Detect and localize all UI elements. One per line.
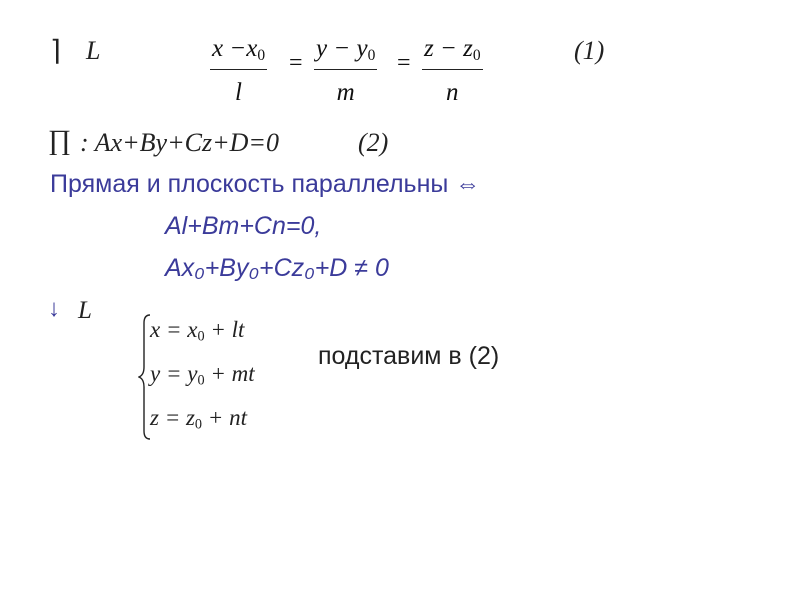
system-row-2-lhs: y = y xyxy=(150,361,198,386)
system-row-2 xyxy=(150,361,255,390)
system-row-3 xyxy=(150,405,247,434)
system-row-2-rhs: + mt xyxy=(204,361,255,386)
equals-sign-2: = xyxy=(397,50,411,76)
parametric-system xyxy=(138,313,298,441)
equation-label-2: (2) xyxy=(358,128,389,157)
system-row-3-sub: 0 xyxy=(194,416,203,433)
equation-label-1: (1) xyxy=(574,36,605,65)
fraction-x-subscript: 0 xyxy=(257,46,266,64)
system-row-1-sub: 0 xyxy=(197,328,205,345)
fraction-y-subscript: 0 xyxy=(367,46,376,64)
system-row-1-lhs: x = x xyxy=(150,317,198,342)
system-row-3-lhs: z = z xyxy=(150,405,195,430)
condition-1: Al+Bm+Cn=0, xyxy=(165,212,322,240)
line-symbol-icon: ⌉ xyxy=(50,36,61,67)
fraction-x-denominator: l xyxy=(235,79,242,107)
system-row-2-sub: 0 xyxy=(197,372,205,389)
condition-2: Ax₀+By₀+Cz₀+D ≠ 0 xyxy=(165,254,389,282)
arrow-down-icon: ↓ xyxy=(48,296,60,322)
line-name: L xyxy=(86,36,101,65)
fraction-z-subscript: 0 xyxy=(472,46,481,64)
substitute-text: подставим в (2) xyxy=(318,342,500,370)
plane-equation: : Ax+By+Cz+D=0 xyxy=(80,128,279,157)
system-row-3-rhs: + nt xyxy=(202,405,247,430)
fraction-x xyxy=(208,36,269,105)
fraction-y-denominator: m xyxy=(336,79,355,107)
fraction-x-numerator: x −x xyxy=(212,35,258,62)
fraction-z xyxy=(420,36,485,105)
fraction-z-denominator: n xyxy=(446,79,459,107)
system-row-1-rhs: + lt xyxy=(204,317,245,342)
plane-symbol-icon: ∏ xyxy=(48,125,72,156)
system-row-1 xyxy=(150,317,244,346)
equals-sign-1: = xyxy=(289,50,303,76)
parallel-statement: Прямая и плоскость параллельны ⇔ xyxy=(50,170,481,198)
fraction-y-numerator: y − y xyxy=(316,35,368,62)
fraction-z-numerator: z − z xyxy=(424,35,473,62)
fraction-y xyxy=(312,36,379,105)
line-name-2: L xyxy=(78,297,92,324)
